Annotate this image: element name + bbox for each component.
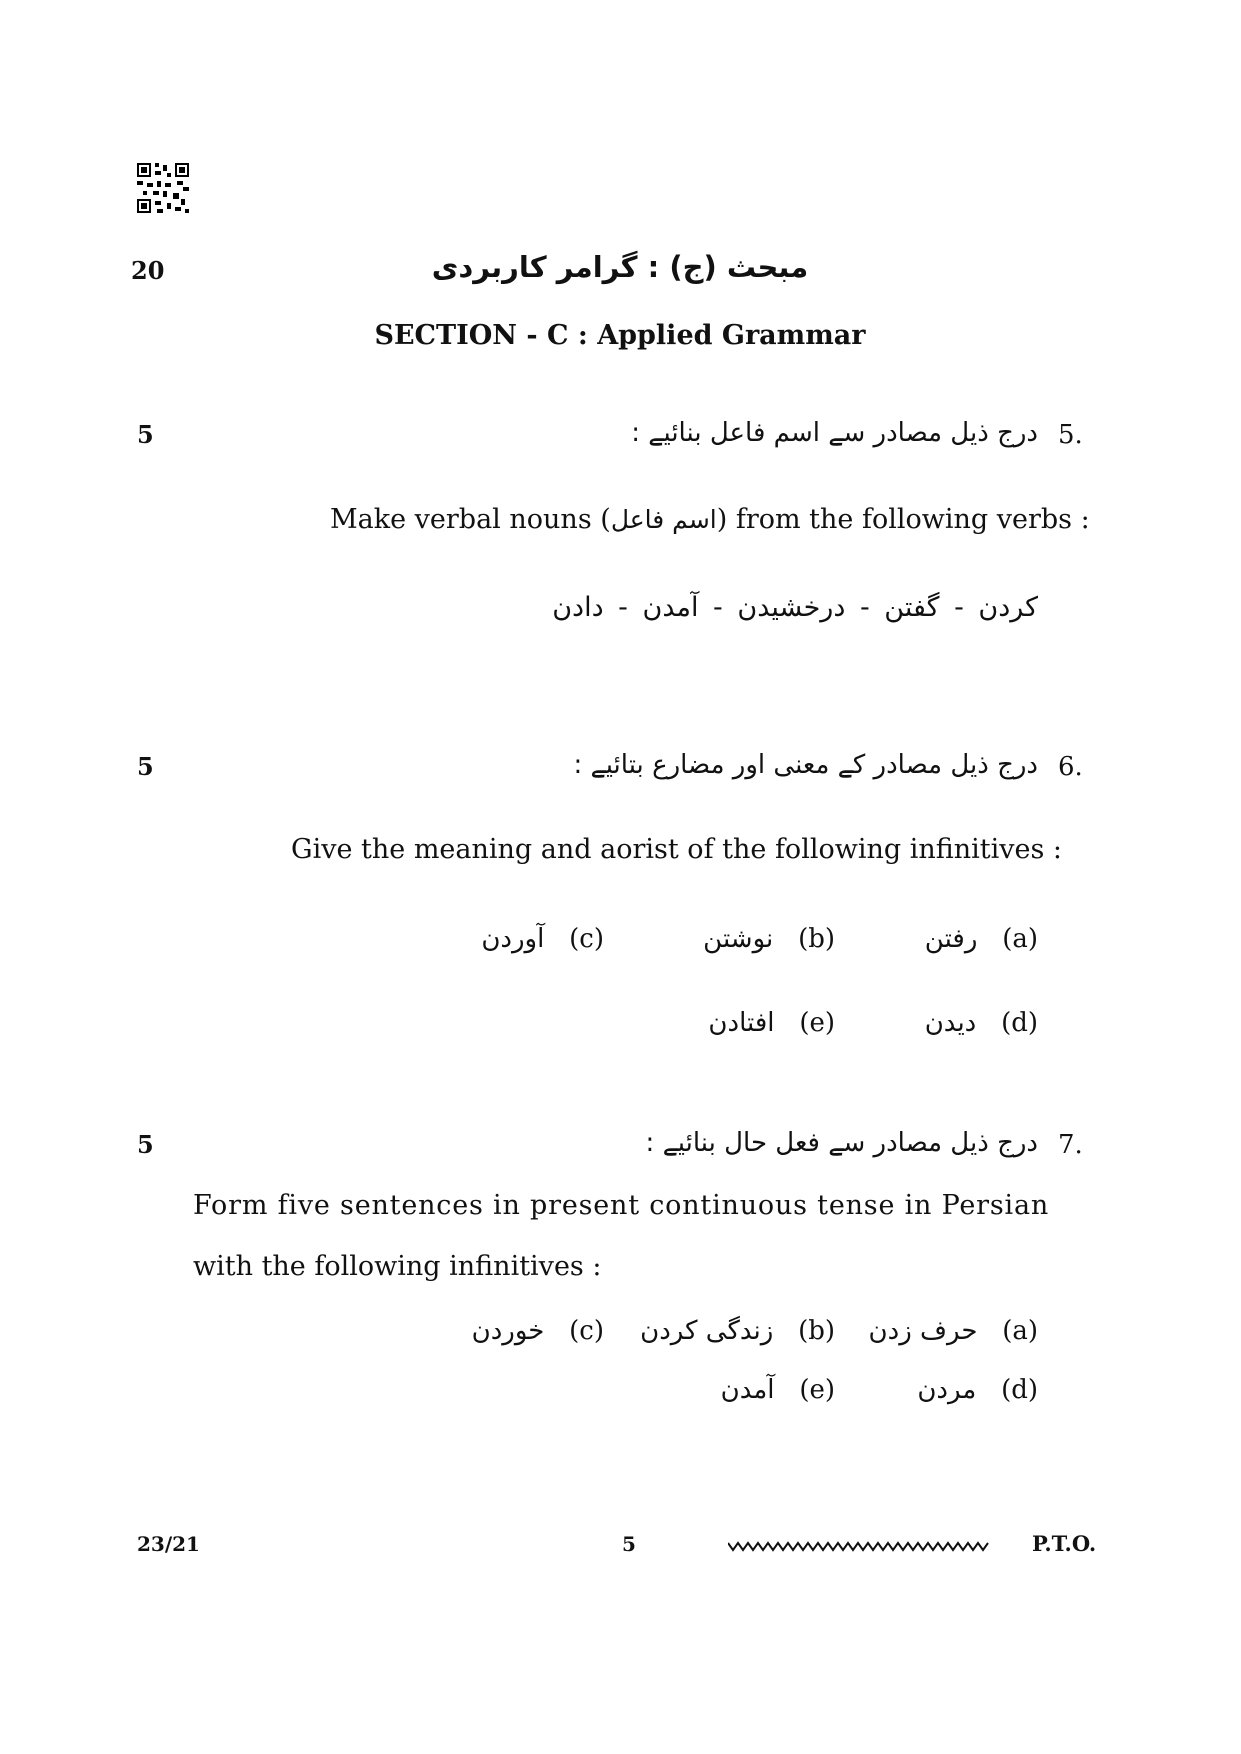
q6-option-d-word: دیدن — [924, 1008, 977, 1038]
q6-english-text: Give the meaning and aorist of the following infinitives : — [291, 834, 1063, 865]
q6-option-e — [708, 1008, 835, 1038]
q5-english-prefix: Make verbal nouns ( — [330, 504, 611, 535]
q6-option-e-label: (e) — [799, 1008, 835, 1038]
q7-urdu-text: درج ذیل مصادر سے فعل حال بنائیے : — [645, 1128, 1038, 1158]
q6-option-b-word: نوشتن — [703, 924, 774, 954]
q7-option-d-word: مردن — [917, 1375, 977, 1405]
q6-urdu-text: درج ذیل مصادر کے معنی اور مضارع بتائیے : — [573, 750, 1038, 780]
q6-option-b-label: (b) — [798, 924, 835, 954]
footer-page-number: 5 — [622, 1532, 636, 1556]
q7-number: 7. — [1058, 1130, 1083, 1160]
q6-option-e-word: افتادن — [708, 1008, 775, 1038]
q7-english-line2: with the following infinitives : — [193, 1251, 602, 1282]
q7-option-d — [917, 1375, 1038, 1405]
q7-marks: 5 — [137, 1130, 154, 1159]
wavy-line-decoration — [728, 1539, 990, 1553]
q6-option-a-word: رفتن — [924, 924, 978, 954]
q7-option-a-word: حرف زدن — [868, 1316, 978, 1346]
q7-option-a-label: (a) — [1002, 1316, 1038, 1346]
section-english-title: SECTION - C : Applied Grammar — [374, 320, 866, 351]
q7-option-c-word: خوردن — [471, 1316, 545, 1346]
q7-option-e — [721, 1375, 835, 1405]
q6-option-c-word: آوردن — [481, 924, 545, 954]
q6-option-a-label: (a) — [1002, 924, 1038, 954]
q5-marks: 5 — [137, 420, 154, 449]
q7-option-b-word: زندگی کردن — [640, 1316, 774, 1346]
q6-number: 6. — [1058, 752, 1083, 782]
q7-option-b-label: (b) — [798, 1316, 835, 1346]
q7-option-c — [472, 1316, 604, 1346]
q5-urdu-text: درج ذیل مصادر سے اسم فاعل بنائیے : — [631, 418, 1038, 448]
q6-option-d-label: (d) — [1001, 1008, 1038, 1038]
q6-marks: 5 — [137, 752, 154, 781]
q7-english-line1: Form five sentences in present continuous tense in Persian — [193, 1190, 1050, 1221]
q7-option-c-label: (c) — [569, 1316, 604, 1346]
footer-code: 23/21 — [137, 1532, 200, 1556]
q6-option-d — [925, 1008, 1038, 1038]
footer-pto: P.T.O. — [1032, 1531, 1097, 1556]
qr-code — [137, 163, 189, 213]
q6-option-c-label: (c) — [569, 924, 604, 954]
q5-english-urdu: اسم فاعل — [610, 505, 717, 534]
section-urdu-title: مبحث (ج) : گرامر کاربردی — [431, 250, 809, 284]
q6-option-b — [703, 924, 835, 954]
q5-number: 5. — [1058, 420, 1083, 450]
q6-option-a — [925, 924, 1038, 954]
q6-option-c — [481, 924, 604, 954]
q5-word-list: کردن - گفتن - درخشیدن - آمدن - دادن — [552, 592, 1038, 623]
q7-option-e-label: (e) — [799, 1375, 835, 1405]
q7-option-a — [869, 1316, 1038, 1346]
q7-option-b — [640, 1316, 835, 1346]
q5-english-suffix: ) from the following verbs : — [716, 504, 1090, 535]
q7-option-e-word: آمدن — [720, 1375, 775, 1405]
q7-option-d-label: (d) — [1001, 1375, 1038, 1405]
q5-english-text — [330, 504, 1090, 535]
section-marks: 20 — [131, 256, 165, 285]
